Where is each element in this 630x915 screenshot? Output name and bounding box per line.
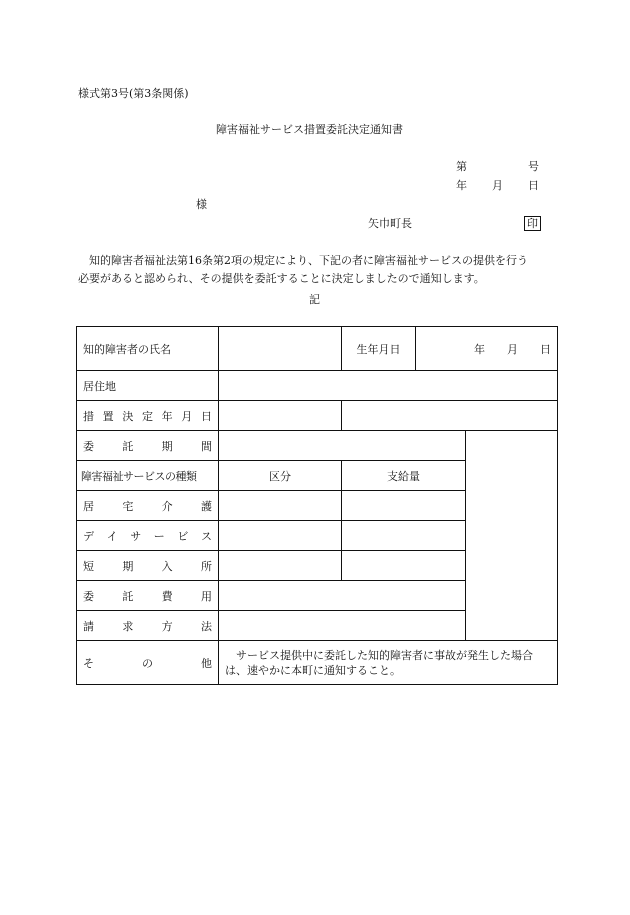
period-label: 委 託 期 間 (77, 431, 219, 461)
body-paragraph (78, 252, 552, 288)
short-stay-shikyu[interactable] (342, 551, 466, 581)
decision-date-field-a[interactable] (219, 401, 342, 431)
day-service-label: デ イ サ ー ビ ス (77, 521, 219, 551)
seal-mark: 印 (524, 216, 541, 231)
row-period (77, 431, 558, 461)
day-service-shikyu[interactable] (342, 521, 466, 551)
dob-hi: 日 (540, 342, 551, 356)
address-label: 居 住 地 (77, 371, 219, 401)
cost-field[interactable] (219, 581, 466, 611)
decision-date-label: 措 置 決 定 年 月 日 (77, 401, 219, 431)
row-other (77, 641, 558, 685)
col-kubun-header: 区分 (219, 461, 342, 491)
name-label-cell (77, 327, 219, 371)
dob-tsuki: 月 (507, 342, 518, 356)
short-stay-label: 短 期 入 所 (77, 551, 219, 581)
decision-table (76, 326, 558, 685)
blank-right-column (466, 431, 558, 641)
decision-date-field-b[interactable] (342, 401, 558, 431)
document-title: 障害福祉サービス措置委託決定通知書 (216, 123, 403, 136)
name-label: 知 的 障 害 者 の 氏 名 (83, 342, 171, 356)
other-text: サービス提供中に委託した知的障害者に事故が発生した場合は、速やかに本町に通知すること。 (219, 641, 558, 685)
row-address (77, 371, 558, 401)
period-field[interactable] (219, 431, 466, 461)
ref-go: 号 (528, 160, 539, 173)
row-name (77, 327, 558, 371)
issuer-name: 矢巾町長 (368, 217, 412, 230)
home-care-shikyu[interactable] (342, 491, 466, 521)
addressee-suffix: 様 (196, 198, 207, 211)
dob-nen: 年 (474, 342, 485, 356)
billing-label: 請 求 方 法 (77, 611, 219, 641)
date-nen: 年 (456, 179, 467, 192)
ki-marker: 記 (309, 293, 320, 306)
other-label: そ の 他 (77, 641, 219, 685)
home-care-kubun[interactable] (219, 491, 342, 521)
billing-field[interactable] (219, 611, 466, 641)
ref-dai: 第 (456, 160, 467, 173)
col-shikyu-header: 支給量 (342, 461, 466, 491)
body-line-1: 知的障害者福祉法第16条第2項の規定により、下記の者に障害福祉サービスの提供を行う (89, 254, 528, 267)
name-field[interactable] (219, 327, 342, 371)
day-service-kubun[interactable] (219, 521, 342, 551)
home-care-label: 居 宅 介 護 (77, 491, 219, 521)
dob-field[interactable] (416, 327, 558, 371)
date-hi: 日 (528, 179, 539, 192)
row-decision-date (77, 401, 558, 431)
short-stay-kubun[interactable] (219, 551, 342, 581)
cost-label: 委 託 費 用 (77, 581, 219, 611)
date-tsuki: 月 (492, 179, 503, 192)
address-field[interactable] (219, 371, 558, 401)
dob-label: 生年月日 (342, 327, 416, 371)
service-type-label: 障害福祉サービスの種類 (77, 461, 219, 491)
form-number: 様式第3号(第3条関係) (78, 87, 189, 100)
body-line-2: 必要があると認められ、その提供を委託することに決定しましたので通知します。 (78, 272, 485, 285)
